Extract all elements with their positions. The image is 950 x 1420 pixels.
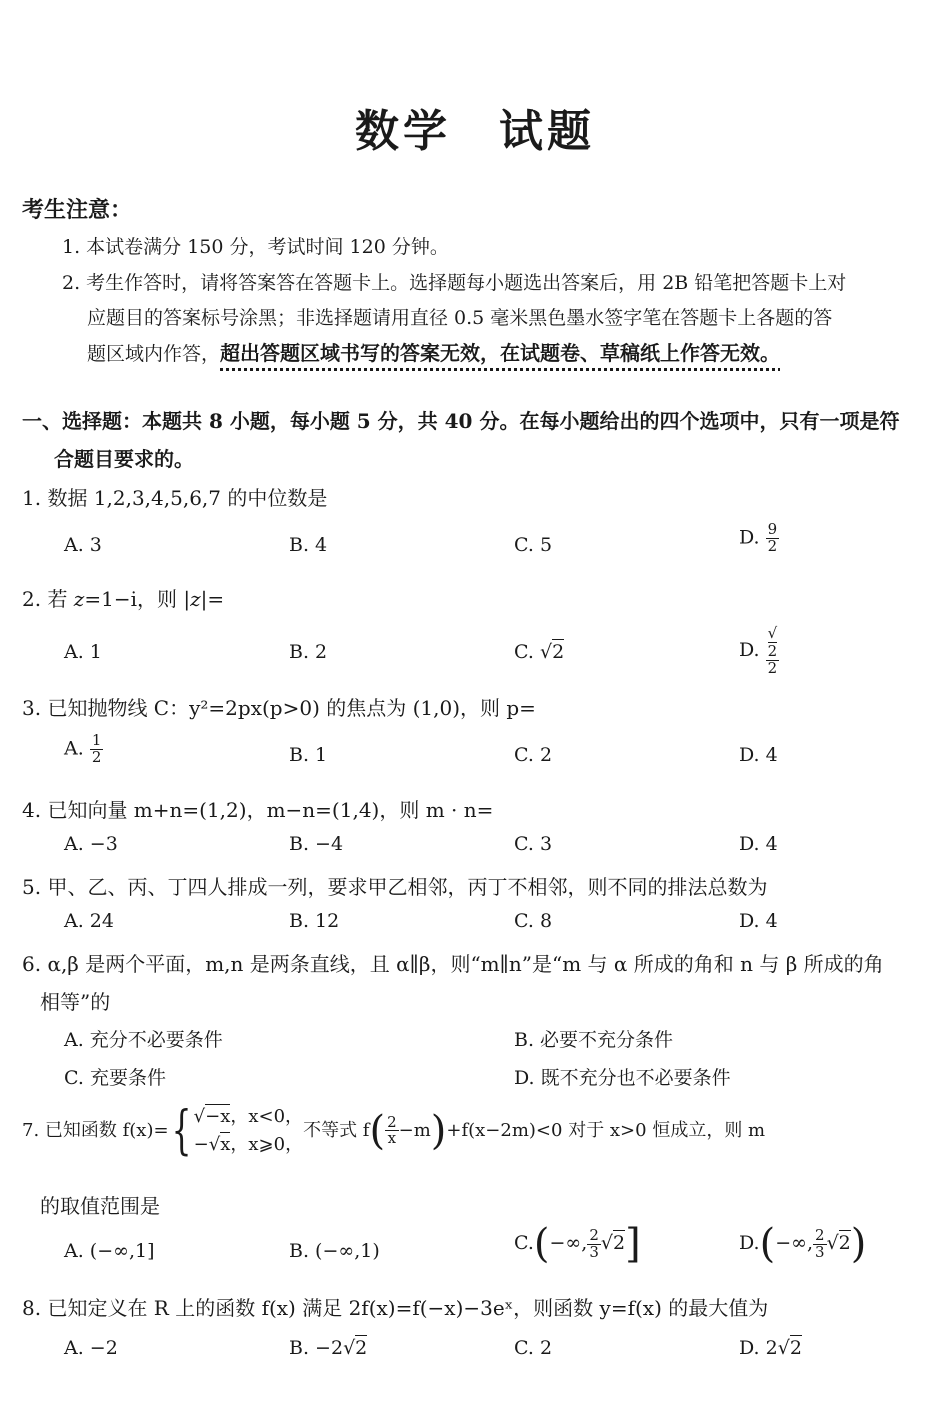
fraction [90, 733, 104, 766]
option-label: D. [739, 1232, 760, 1254]
question-5-option-b: B. 12 [289, 910, 340, 932]
case-sign: − [193, 1133, 209, 1155]
stem-text: 不等式 f [303, 1119, 370, 1141]
page-title: 数学 试题 [355, 106, 595, 157]
case-condition: ，x<0， [230, 1106, 304, 1127]
denominator: 2 [91, 747, 102, 766]
radicand: 2 [612, 1232, 626, 1254]
fraction [766, 626, 780, 676]
right-bracket: ] [625, 1221, 641, 1267]
question-8-option-c: C. 2 [514, 1337, 553, 1359]
question-4-option-c: C. 3 [514, 833, 553, 855]
question-8-option-d: D. 2√2 [739, 1337, 802, 1359]
fraction [766, 522, 780, 555]
fraction [813, 1225, 827, 1261]
question-2-option-b: B. 2 [289, 641, 328, 663]
left-brace: { [171, 1100, 192, 1161]
question-7-option-a: A. (−∞,1] [64, 1240, 155, 1262]
case-1: √−x，x<0， [193, 1106, 304, 1127]
question-7-stem-line-2: 的取值范围是 [40, 1194, 160, 1218]
radicand: −x [205, 1106, 231, 1127]
denominator: 2 [767, 536, 778, 555]
option-label: D. [739, 526, 760, 549]
stem-text: |= [200, 587, 225, 611]
question-6-stem-line-2: 相等”的 [40, 990, 111, 1014]
question-1-stem: 1. 数据 1,2,3,4,5,6,7 的中位数是 [22, 486, 328, 510]
question-5-option-a: A. 24 [64, 910, 114, 932]
question-2-option-a: A. 1 [64, 641, 102, 663]
radicand: x [220, 1133, 231, 1155]
question-3-option-b: B. 1 [289, 744, 328, 766]
notice-plain-text: 题区域内作答， [87, 343, 221, 365]
question-6-stem-line-1: 6. α,β 是两个平面，m,n 是两条直线，且 α∥β，则“m∥n”是“m 与 α 所成的角和 n 与 β 所成的角 [22, 952, 884, 976]
notice-item-2-line-2: 应题目的答案标号涂黑；非选择题请用直径 0.5 毫米黑色墨水签字笔在答题卡上各题的答 [87, 307, 833, 329]
question-8-stem: 8. 已知定义在 R 上的函数 f(x) 满足 2f(x)=f(−x)−3eˣ，则函数 y=f(x) 的最大值为 [22, 1296, 769, 1320]
question-5-option-c: C. 8 [514, 910, 553, 932]
question-3-option-d: D. 4 [739, 744, 778, 766]
question-2-stem [22, 583, 224, 612]
question-7-stem-line-1 [22, 1100, 766, 1161]
numerator: 2 [387, 1112, 397, 1131]
numerator: 1 [91, 731, 102, 749]
left-paren: ( [369, 1107, 386, 1154]
right-paren: ) [430, 1107, 447, 1154]
section-1-heading-line-2: 合题目要求的。 [54, 447, 194, 471]
question-4-option-a: A. −3 [64, 833, 118, 855]
question-1-option-c: C. 5 [514, 534, 553, 556]
radicand: 2 [767, 641, 778, 660]
option-label: C. [514, 641, 534, 663]
stem-text: 7. 已知函数 f(x)= [22, 1119, 169, 1141]
question-3-option-a [64, 733, 103, 766]
section-1-heading-line-1: 一、选择题：本题共 8 小题，每小题 5 分，共 40 分。在每小题给出的四个选项中，只有一项是符 [22, 409, 900, 433]
notice-heading: 考生注意： [22, 197, 133, 223]
question-1-option-b: B. 4 [289, 534, 328, 556]
question-6-option-c: C. 充要条件 [64, 1067, 166, 1089]
radicand: 2 [355, 1337, 368, 1359]
question-7-option-c: C.(−∞, $\frac{2}{3}$ √2] [514, 1221, 641, 1267]
fraction [587, 1225, 601, 1261]
question-7-option-b: B. (−∞,1) [289, 1240, 380, 1262]
notice-item-2-line-1: 2. 考生作答时，请将答案答在答题卡上。选择题每小题选出答案后，用 2B 铅笔把答题卡上对 [62, 272, 847, 294]
radicand: 2 [789, 1337, 802, 1359]
option-label: D. [739, 639, 760, 662]
question-1-option-a: A. 3 [64, 534, 102, 556]
notice-item-1: 1. 本试卷满分 150 分，考试时间 120 分钟。 [62, 236, 449, 258]
denominator: 2 [767, 658, 778, 677]
numerator: 2 [589, 1225, 599, 1244]
numerator: 9 [767, 520, 778, 538]
question-5-stem: 5. 甲、乙、丙、丁四人排成一列，要求甲乙相邻，丙丁不相邻，则不同的排法总数为 [22, 875, 768, 899]
case-2: −√x，x⩾0， [193, 1133, 304, 1155]
notice-emphasis-text: 超出答题区域书写的答案无效，在试题卷、草稿纸上作答无效。 [220, 341, 781, 365]
question-4-option-d: D. 4 [739, 833, 778, 855]
denominator: 3 [589, 1242, 599, 1261]
option-label: A. [64, 737, 84, 760]
option-label: B. −2 [289, 1337, 344, 1359]
question-7-option-d: D.(−∞, $\frac{2}{3}$ √2) [739, 1221, 867, 1267]
question-8-option-b: B. −2√2 [289, 1337, 368, 1359]
question-8-option-a: A. −2 [64, 1337, 118, 1359]
interval-start: −∞, [549, 1232, 588, 1254]
question-4-option-b: B. −4 [289, 833, 344, 855]
option-label: D. 2 [739, 1337, 778, 1359]
question-3-option-c: C. 2 [514, 744, 553, 766]
piecewise-cases [194, 1103, 303, 1159]
question-4-stem: 4. 已知向量 m+n=(1,2)，m−n=(1,4)，则 m · n= [22, 798, 494, 822]
variable: z [73, 587, 85, 611]
right-paren: ) [850, 1221, 867, 1267]
radicand: 2 [552, 641, 565, 663]
question-1-option-d [739, 522, 779, 555]
question-2-option-d [739, 626, 779, 676]
question-6-option-b: B. 必要不充分条件 [514, 1029, 674, 1051]
question-5-option-d: D. 4 [739, 910, 778, 932]
case-condition: ，x⩾0， [230, 1133, 304, 1155]
radicand: 2 [838, 1232, 851, 1254]
stem-text: =1−i，则 | [84, 587, 191, 611]
question-2-option-c: C. √2 [514, 641, 565, 663]
denominator: x [387, 1129, 397, 1148]
variable: z [190, 587, 201, 611]
left-paren: ( [759, 1221, 776, 1267]
stem-text: 2. 若 [22, 587, 74, 611]
stem-text: +f(x−2m)<0 对于 x>0 恒成立，则 m [446, 1119, 766, 1141]
stem-text: −m [398, 1119, 431, 1141]
question-6-option-a: A. 充分不必要条件 [64, 1029, 223, 1051]
numerator: 2 [815, 1225, 825, 1244]
fraction [385, 1112, 399, 1148]
notice-item-2-line-3 [87, 337, 780, 366]
option-label: C. [514, 1232, 534, 1254]
left-paren: ( [533, 1221, 550, 1267]
denominator: 3 [815, 1242, 825, 1261]
question-3-stem: 3. 已知抛物线 C：y²=2px(p>0) 的焦点为 (1,0)，则 p= [22, 696, 536, 720]
question-6-option-d: D. 既不充分也不必要条件 [514, 1067, 731, 1089]
interval-start: −∞, [775, 1232, 814, 1254]
numerator: √ 2 [767, 624, 778, 660]
